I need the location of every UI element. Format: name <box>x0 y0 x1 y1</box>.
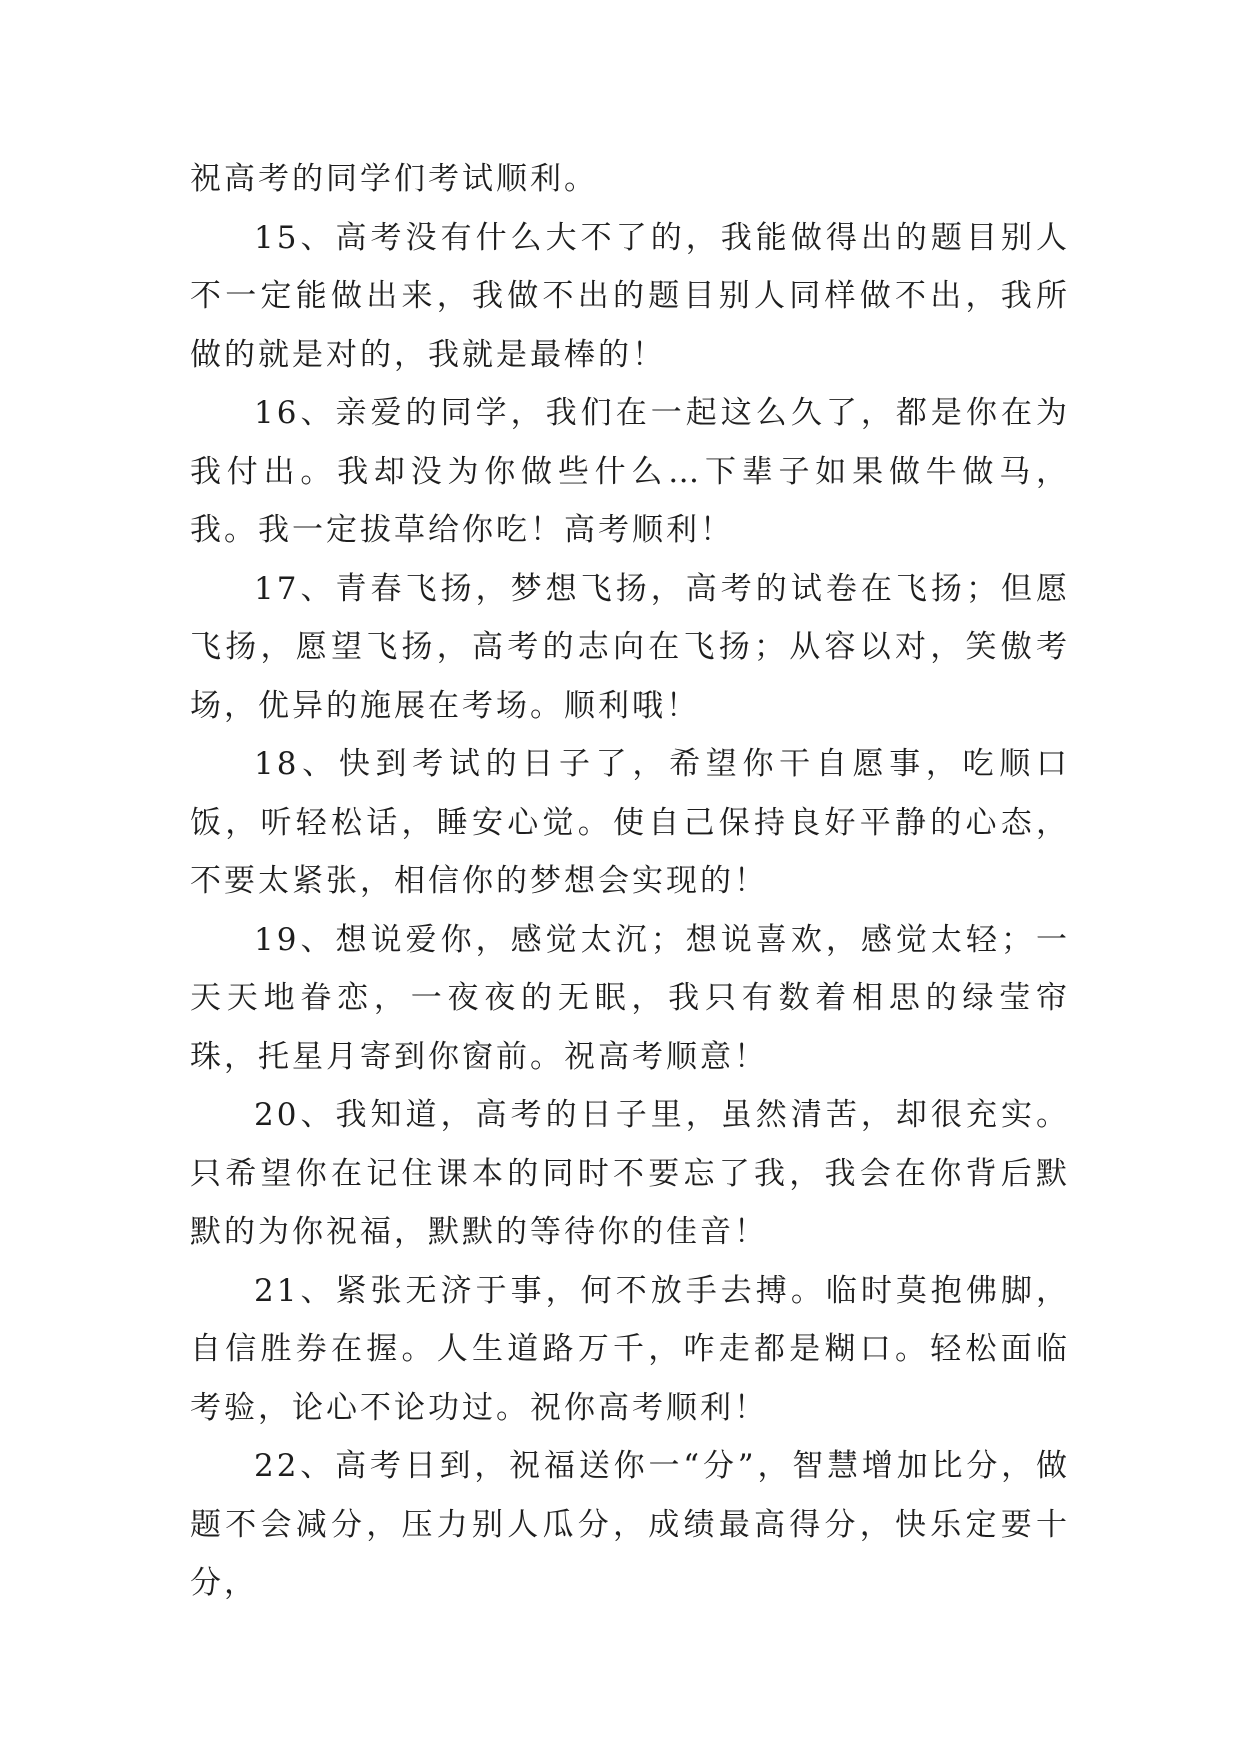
paragraph-item-18: 18、快到考试的日子了，希望你干自愿事，吃顺口饭，听轻松话，睡安心觉。使自己保持良好平静的心态，不要太紧张，相信你的梦想会实现的！ <box>190 746 1070 899</box>
paragraph-continuation: 祝高考的同学们考试顺利。 <box>190 161 598 197</box>
document-body <box>190 150 1070 1613</box>
paragraph-item-20: 20、我知道，高考的日子里，虽然清苦，却很充实。只希望你在记住课本的同时不要忘了我，我会在你背后默默的为你祝福，默默的等待你的佳音！ <box>190 1097 1070 1250</box>
paragraph-item-15: 15、高考没有什么大不了的，我能做得出的题目别人不一定能做出来，我做不出的题目别人同样做不出，我所做的就是对的，我就是最棒的！ <box>190 219 1070 373</box>
paragraph-item-19: 19、想说爱你，感觉太沉；想说喜欢，感觉太轻；一天天地眷恋，一夜夜的无眠，我只有数着相思的绿莹帘珠，托星月寄到你窗前。祝高考顺意！ <box>190 921 1070 1075</box>
paragraph-item-22: 22、高考日到，祝福送你一“分”，智慧增加比分，做题不会减分，压力别人瓜分，成绩最高得分，快乐定要十分， <box>190 1448 1070 1601</box>
paragraph-item-16: 16、亲爱的同学，我们在一起这么久了，都是你在为我付出。我却没为你做些什么…下辈子如果做牛做马，我。我一定拔草给你吃！高考顺利！ <box>190 395 1070 548</box>
paragraph-item-17: 17、青春飞扬，梦想飞扬，高考的试卷在飞扬；但愿飞扬，愿望飞扬，高考的志向在飞扬；从容以对，笑傲考场，优异的施展在考场。顺利哦！ <box>190 570 1070 724</box>
paragraph-item-21: 21、紧张无济于事，何不放手去搏。临时莫抱佛脚，自信胜券在握。人生道路万千，咋走都是糊口。轻松面临考验，论心不论功过。祝你高考顺利！ <box>190 1272 1070 1426</box>
